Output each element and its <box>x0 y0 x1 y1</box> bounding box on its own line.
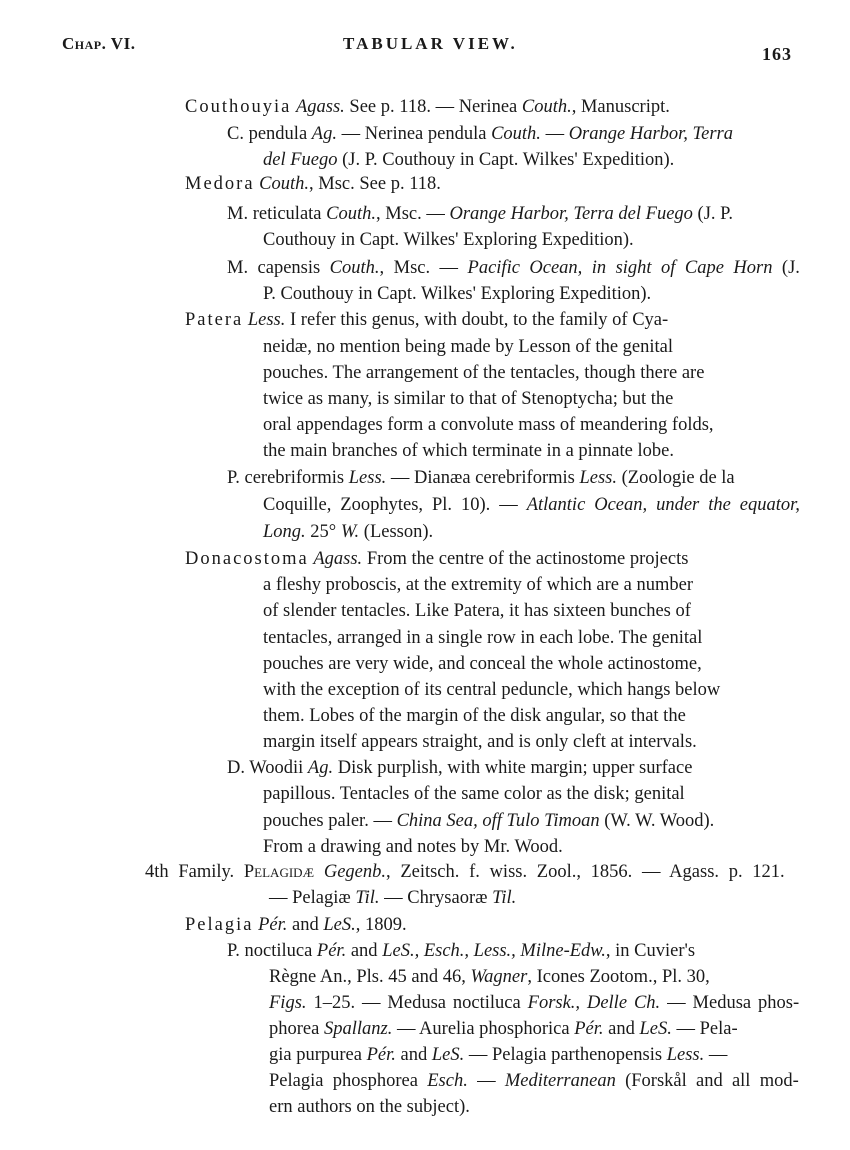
text-line <box>263 730 697 754</box>
italic-text: LeS. <box>639 1019 672 1039</box>
text-span: — Pela- <box>671 1019 738 1039</box>
text-line <box>263 626 702 650</box>
text-span: M. capensis <box>227 258 330 278</box>
text-line <box>227 756 692 780</box>
text-span: , 1809. <box>355 915 407 935</box>
text-line <box>263 413 714 437</box>
text-span: of slender tentacles. Like Patera, it has sixteen bunches of <box>263 601 691 621</box>
text-line <box>263 652 702 676</box>
italic-text: LeS. <box>323 915 356 935</box>
text-span: , Zeitsch. f. wiss. Zool., 1856. — Agass. p. 121. <box>386 862 785 882</box>
italic-text: China Sea, off Tulo Timoan <box>396 811 600 831</box>
text-line <box>269 1095 470 1119</box>
text-line <box>227 256 800 280</box>
text-span: Disk purplish, with white margin; upper surface <box>333 758 693 778</box>
text-span: the main branches of which terminate in a pinnate lobe. <box>263 441 674 461</box>
italic-text: del Fuego <box>263 150 338 170</box>
text-span: — Dianæa cerebriformis <box>386 468 580 488</box>
text-line <box>263 520 433 544</box>
italic-text: Less. <box>247 310 286 330</box>
text-span: Pelagia phosphorea <box>269 1071 428 1091</box>
text-line <box>263 228 634 252</box>
family-name: Pelagidæ <box>243 862 315 882</box>
text-span: oral appendages form a convolute mass of meandering folds, <box>263 415 714 435</box>
italic-text: Long. <box>263 522 306 542</box>
italic-text: W. <box>340 522 360 542</box>
text-line <box>185 172 441 196</box>
italic-text: Agass. <box>313 549 363 569</box>
text-span: , Icones Zootom., Pl. 30, <box>527 967 710 987</box>
text-line <box>227 122 733 146</box>
text-line <box>263 704 686 728</box>
text-line <box>185 308 668 332</box>
italic-text: Orange Harbor, Terra <box>568 124 733 144</box>
page-number: 163 <box>762 44 792 64</box>
text-span: — Pelagiæ <box>269 888 356 908</box>
text-line <box>263 573 693 597</box>
text-span: (Lesson). <box>359 522 434 542</box>
text-span: C. pendula <box>227 124 312 144</box>
italic-text: LeS., Esch., Less., Milne-Edw. <box>382 941 606 961</box>
text-line <box>185 547 688 571</box>
italic-text: LeS. <box>431 1045 465 1065</box>
italic-text: Less. <box>579 468 617 488</box>
text-span: — <box>540 124 569 144</box>
text-line <box>269 1069 799 1093</box>
text-line <box>263 835 563 859</box>
text-span: margin itself appears straight, and is only cleft at intervals. <box>263 732 697 752</box>
text-span: pouches paler. — <box>263 811 397 831</box>
italic-text: Figs. <box>269 993 307 1013</box>
italic-text: Pér. <box>366 1045 396 1065</box>
text-line <box>227 939 695 963</box>
text-line <box>145 860 785 884</box>
text-span: — Aurelia phosphorica <box>392 1019 575 1039</box>
text-line <box>263 678 720 702</box>
text-span: , Msc. — <box>376 204 450 224</box>
text-span: a fleshy proboscis, at the extremity of which are a number <box>263 575 693 595</box>
text-span: — Nerinea pendula <box>336 124 492 144</box>
text-line <box>263 282 651 306</box>
text-span: 1–25. — Medusa noctiluca <box>306 993 528 1013</box>
text-span: (J. P. <box>692 204 734 224</box>
italic-text: Ag. <box>307 758 334 778</box>
italic-text: Agass. <box>295 97 345 117</box>
text-span: — Chrysaoræ <box>379 888 493 908</box>
text-span: pouches are very wide, and conceal the whole actinostome, <box>263 654 702 674</box>
italic-text: Pér. <box>258 915 288 935</box>
text-span: , Msc. — <box>379 258 468 278</box>
text-line <box>269 965 710 989</box>
genus-name: Donacostoma <box>185 549 309 569</box>
italic-text: Couth. <box>491 124 541 144</box>
italic-text: Orange Harbor, Terra del Fuego <box>449 204 693 224</box>
text-span: , Manuscript. <box>571 97 670 117</box>
text-line <box>269 1043 727 1067</box>
text-span: and <box>346 941 383 961</box>
italic-text: Atlantic Ocean, under the equator, <box>526 495 800 515</box>
italic-text: Gegenb. <box>323 862 386 882</box>
italic-text: Wagner <box>470 967 528 987</box>
text-span: and <box>603 1019 640 1039</box>
text-line <box>263 782 685 806</box>
text-span: — Pelagia parthenopensis <box>464 1045 667 1065</box>
text-span: From the centre of the actinostome projects <box>362 549 689 569</box>
italic-text: Til. <box>492 888 517 908</box>
text-span: P. Couthouy in Capt. Wilkes' Exploring Expedition). <box>263 284 652 304</box>
text-span: twice as many, is similar to that of Stenoptycha; but the <box>263 389 674 409</box>
genus-name: Patera <box>185 310 244 330</box>
italic-text: Spallanz. <box>323 1019 393 1039</box>
italic-text: Esch. <box>427 1071 468 1091</box>
italic-text: Couth. <box>326 204 376 224</box>
italic-text: Couth. <box>259 174 310 194</box>
italic-text: Couth. <box>521 97 572 117</box>
text-span: See p. 118. — Nerinea <box>344 97 522 117</box>
italic-text: Couth. <box>329 258 380 278</box>
italic-text: Ag. <box>311 124 337 144</box>
text-span: pouches. The arrangement of the tentacles, though there are <box>263 363 705 383</box>
text-line <box>227 466 735 490</box>
text-span: (W. W. Wood). <box>599 811 715 831</box>
text-span: with the exception of its central peduncle, which hangs below <box>263 680 721 700</box>
text-span: neidæ, no mention being made by Lesson of the genital <box>263 337 673 357</box>
text-span: Coquille, Zoophytes, Pl. 10). — <box>263 495 527 515</box>
text-line <box>269 886 516 910</box>
text-span: M. reticulata <box>227 204 327 224</box>
italic-text: Pér. <box>316 941 347 961</box>
genus-name: Medora <box>185 174 255 194</box>
text-line <box>263 148 674 172</box>
text-span: papillous. Tentacles of the same color as the disk; genital <box>263 784 685 804</box>
text-span: P. noctiluca <box>227 941 317 961</box>
text-span: gia purpurea <box>269 1045 367 1065</box>
text-span: phorea <box>269 1019 324 1039</box>
text-line <box>269 1017 738 1041</box>
text-line <box>263 387 673 411</box>
italic-text: Mediterranean <box>504 1071 616 1091</box>
text-line <box>263 809 714 833</box>
text-span: 25° <box>305 522 341 542</box>
text-span: and <box>395 1045 432 1065</box>
text-span: tentacles, arranged in a single row in each lobe. The genital <box>263 628 703 648</box>
italic-text: Forsk., Delle Ch. <box>527 993 661 1013</box>
text-line <box>263 361 704 385</box>
running-title: TABULAR VIEW. <box>343 34 518 53</box>
text-span: D. Woodii <box>227 758 308 778</box>
text-span: P. cerebriformis <box>227 468 349 488</box>
text-span: (Zoologie de la <box>617 468 735 488</box>
italic-text: Til. <box>355 888 380 908</box>
text-line <box>185 95 670 119</box>
text-span: — <box>467 1071 505 1091</box>
text-span: Couthouy in Capt. Wilkes' Exploring Expedition). <box>263 230 634 250</box>
text-line <box>263 599 691 623</box>
genus-name: Couthouyia <box>185 97 292 117</box>
text-span: (J. P. Couthouy in Capt. Wilkes' Expedition). <box>337 150 675 170</box>
text-span: , Msc. See p. 118. <box>309 174 441 194</box>
italic-text: Less. <box>348 468 387 488</box>
genus-name: Pelagia <box>185 915 254 935</box>
text-span: them. Lobes of the margin of the disk angular, so that the <box>263 706 686 726</box>
text-span <box>314 862 324 882</box>
text-span: , in Cuvier's <box>605 941 696 961</box>
italic-text: Less. <box>666 1045 705 1065</box>
text-line <box>263 439 674 463</box>
text-span: Règne An., Pls. 45 and 46, <box>269 967 471 987</box>
text-span: (J. <box>772 258 800 278</box>
text-line <box>269 991 799 1015</box>
text-line <box>263 335 673 359</box>
text-span: — <box>704 1045 728 1065</box>
text-span: — Medusa phos- <box>660 993 800 1013</box>
text-line <box>185 913 407 937</box>
text-span: and <box>287 915 324 935</box>
italic-text: Pacific Ocean, in sight of Cape Horn <box>467 258 773 278</box>
text-line <box>227 202 733 226</box>
text-span: I refer this genus, with doubt, to the family of Cya- <box>285 310 669 330</box>
text-line <box>263 493 800 517</box>
text-span: 4th Family. <box>145 862 244 882</box>
text-span: (Forskål and all mod- <box>615 1071 799 1091</box>
italic-text: Pér. <box>574 1019 604 1039</box>
chapter-heading: Chap. VI. <box>62 34 136 53</box>
text-span: From a drawing and notes by Mr. Wood. <box>263 837 563 857</box>
text-span: ern authors on the subject). <box>269 1097 470 1117</box>
